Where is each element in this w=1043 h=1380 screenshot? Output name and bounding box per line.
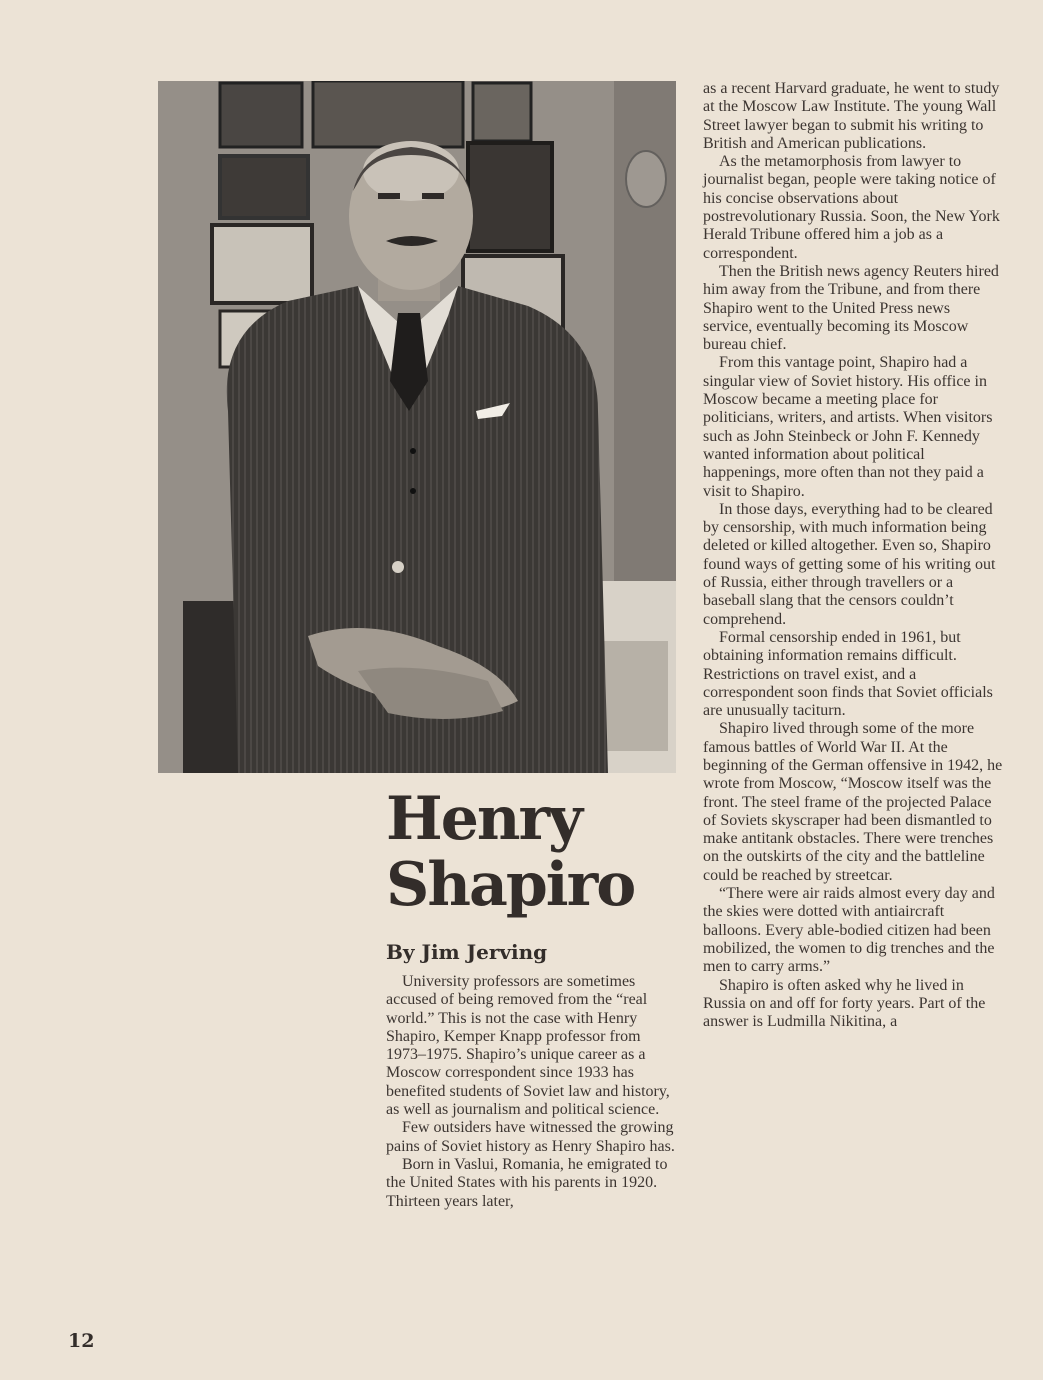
left-column — [386, 973, 682, 1211]
body-paragraph: Shapiro lived through some of the more famous battles of World War II. At the beginning of the German offensive in 1942, he wrote from Moscow, “Moscow itself was the front. The steel frame of the projected Palace of Soviets skyscraper had been dismantled to make antitank obstacles. There were trenches on the outskirts of the city and the battleline could be reached by streetcar. — [703, 720, 1003, 884]
byline: By Jim Jerving — [386, 940, 548, 964]
portrait-photo — [158, 81, 676, 773]
body-paragraph: Then the British news agency Reuters hired him away from the Tribune, and from there Shapiro went to the United Press news service, eventually becoming its Moscow bureau chief. — [703, 262, 999, 354]
body-paragraph: In those days, everything had to be cleared by censorship, with much information being deleted or killed altogether. Even so, Shapiro found ways of getting some of his writing out of Russia, either through travellers or a baseball slang that the censors couldn’t comprehend. — [703, 500, 996, 628]
body-paragraph: As the metamorphosis from lawyer to journalist began, people were taking notice of his concise observations about postrevolutionary Russia. Soon, the New York Herald Tribune offered him a job as a correspondent. — [703, 153, 1000, 262]
article-title — [386, 786, 686, 918]
body-paragraph: Formal censorship ended in 1961, but obtaining information remains difficult. Restrictions on travel exist, and a correspondent soon finds that Soviet officials are unusually taciturn. — [703, 628, 993, 720]
body-paragraph: From this vantage point, Shapiro had a singular view of Soviet history. His office in Moscow became a meeting place for politicians, writers, and artists. When visitors such as John Steinbeck or John F. Kennedy wanted information about political happenings, more often than not they paid a visit to Shapiro. — [703, 354, 993, 500]
body-paragraph: as a recent Harvard graduate, he went to study at the Moscow Law Institute. The young Wall Street lawyer began to submit his writing to British and American publications. — [703, 80, 1000, 152]
page-number: 12 — [68, 1330, 95, 1352]
right-column — [703, 80, 1003, 1031]
title-line-1: Henry — [386, 784, 581, 854]
body-paragraph: “There were air raids almost every day and the skies were dotted with antiaircraft balloons. Every able-bodied citizen had been mobilized, the women to dig trenches and the men to carry arms.” — [703, 885, 995, 976]
body-paragraph: University professors are sometimes accused of being removed from the “real world.” This is not the case with Henry Shapiro, Kemper Knapp professor from 1973–1975. Shapiro’s unique career as a Moscow correspondent since 1933 has benefited students of Soviet law and history, as well as journalism and political science. — [386, 973, 670, 1119]
body-paragraph: Few outsiders have witnessed the growing pains of Soviet history as Henry Shapiro has. — [386, 1119, 675, 1155]
body-paragraph: Shapiro is often asked why he lived in Russia on and off for forty years. Part of the answer is Ludmilla Nikitina, a — [703, 976, 986, 1031]
title-line-2: Shapiro — [386, 850, 635, 920]
body-paragraph: Born in Vaslui, Romania, he emigrated to the United States with his parents in 1920. Thirteen years later, — [386, 1155, 668, 1210]
